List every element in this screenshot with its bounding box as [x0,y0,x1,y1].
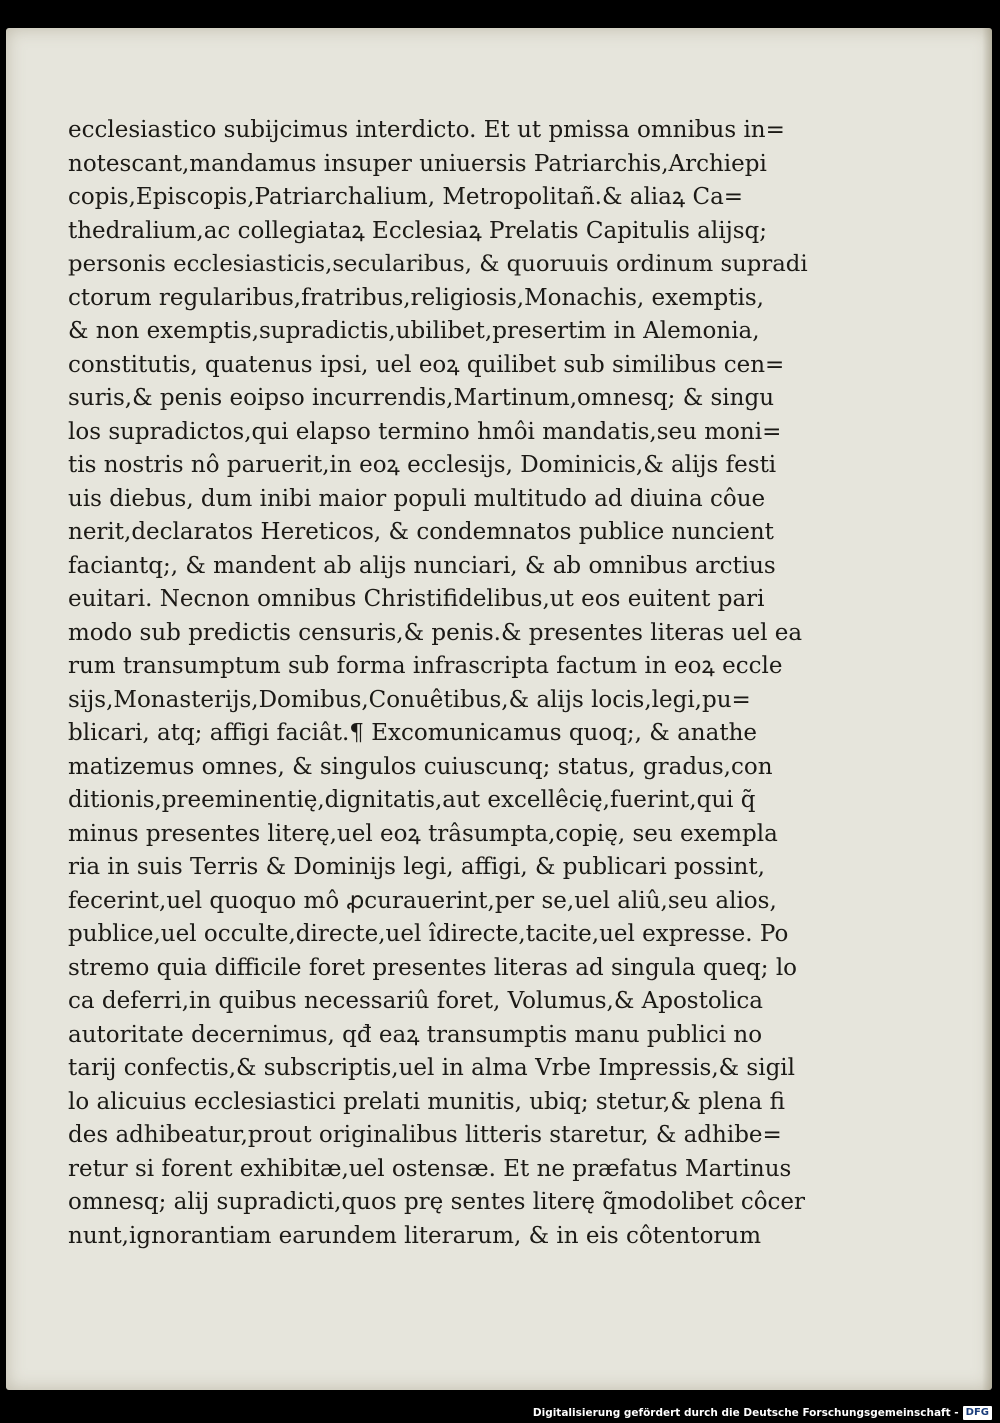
dfg-logo: DFG [963,1406,992,1420]
text-line: blicari, atq; affigi faciât.¶ Excomunicamus quoq;, & anathe [68,720,757,746]
text-line: euitari. Necnon omnibus Christifidelibus,ut eos euitent pari [68,586,765,612]
text-line: tis nostris nô paruerit,in eoꝝ ecclesijs, Dominicis,& alijs festi [68,452,777,478]
text-line: fecerint,uel quoquo mô ꝓcurauerint,per se,uel aliû,seu alios, [68,887,777,914]
text-line: & non exemptis,supradictis,ubilibet,presertim in Alemonia, [68,318,760,344]
text-line: copis,Episcopis,Patriarchalium, Metropolitañ.& aliaꝝ Ca= [68,184,744,210]
text-line: stremo quia difficile foret presentes literas ad singula queq; lo [68,954,798,981]
text-line: ecclesiastico subijcimus interdicto. Et ut pmissa omnibus in= [68,117,785,143]
text-line: suris,& penis eoipso incurrendis,Martinum,omnesq; & singu [68,385,775,411]
text-line: des adhibeatur,prout originalibus litteris staretur, & adhibe= [68,1122,782,1148]
text-line: tarij confectis,& subscriptis,uel in alma Vrbe Impressis,& sigil [68,1055,796,1081]
page-text-block [68,114,808,1253]
text-line: notescant,mandamus insuper uniuersis Patriarchis,Archiepi [68,150,767,177]
footer-credit [533,1405,992,1421]
text-line: lo alicuius ecclesiastici prelati munitis, ubiq; stetur,& plena fi [68,1088,786,1115]
text-line: modo sub predictis censuris,& penis.& presentes literas uel ea [68,619,803,646]
text-line: ria in suis Terris & Dominijs legi, affigi, & publicari possint, [68,854,765,880]
text-line: autoritate decernimus, qđ eaꝝ transumptis manu publici no [68,1021,763,1048]
text-line: faciantq;, & mandent ab alijs nunciari, & ab omnibus arctius [68,552,776,579]
text-line: nunt,ignorantiam earundem literarum, & in eis côtentorum [68,1222,762,1249]
book-page [6,28,992,1390]
text-line: omnesq; alij supradicti,quos prę sentes literę q̃modolibet côcer [68,1189,806,1215]
text-line: thedralium,ac collegiataꝝ Ecclesiaꝝ Prelatis Capitulis alijsq; [68,217,768,244]
text-line: rum transumptum sub forma infrascripta factum in eoꝝ eccle [68,653,783,679]
text-line: ditionis,preeminentię,dignitatis,aut excellêcię,fuerint,qui q̃ [68,787,756,813]
footer-credit-text: Digitalisierung gefördert durch die Deutsche Forschungsgemeinschaft - [532,1407,959,1419]
text-line: nerit,declaratos Hereticos, & condemnatos publice nuncient [68,519,774,545]
text-line: publice,uel occulte,directe,uel îdirecte,tacite,uel expresse. Po [68,921,789,947]
text-line: ca deferri,in quibus necessariû foret, Volumus,& Apostolica [68,988,763,1014]
page-edge-shadow [982,28,992,1390]
text-line: los supradictos,qui elapso termino hmôi mandatis,seu moni= [68,418,782,445]
text-line: matizemus omnes, & singulos cuiuscunq; status, gradus,con [68,753,773,780]
text-line: minus presentes literę,uel eoꝝ trâsumpta,copię, seu exempla [68,820,778,847]
text-line: uis diebus, dum inibi maior populi multitudo ad diuina côue [68,485,766,512]
text-line: ctorum regularibus,fratribus,religiosis,Monachis, exemptis, [68,284,764,311]
text-line: constitutis, quatenus ipsi, uel eoꝝ quilibet sub similibus cen= [68,351,785,378]
text-line: retur si forent exhibitæ,uel ostensæ. Et ne præfatus Martinus [68,1155,792,1182]
text-line: sijs,Monasterijs,Domibus,Conuêtibus,& alijs locis,legi,pu= [68,686,751,713]
text-line: personis ecclesiasticis,secularibus, & quoruuis ordinum supradi [68,251,808,277]
